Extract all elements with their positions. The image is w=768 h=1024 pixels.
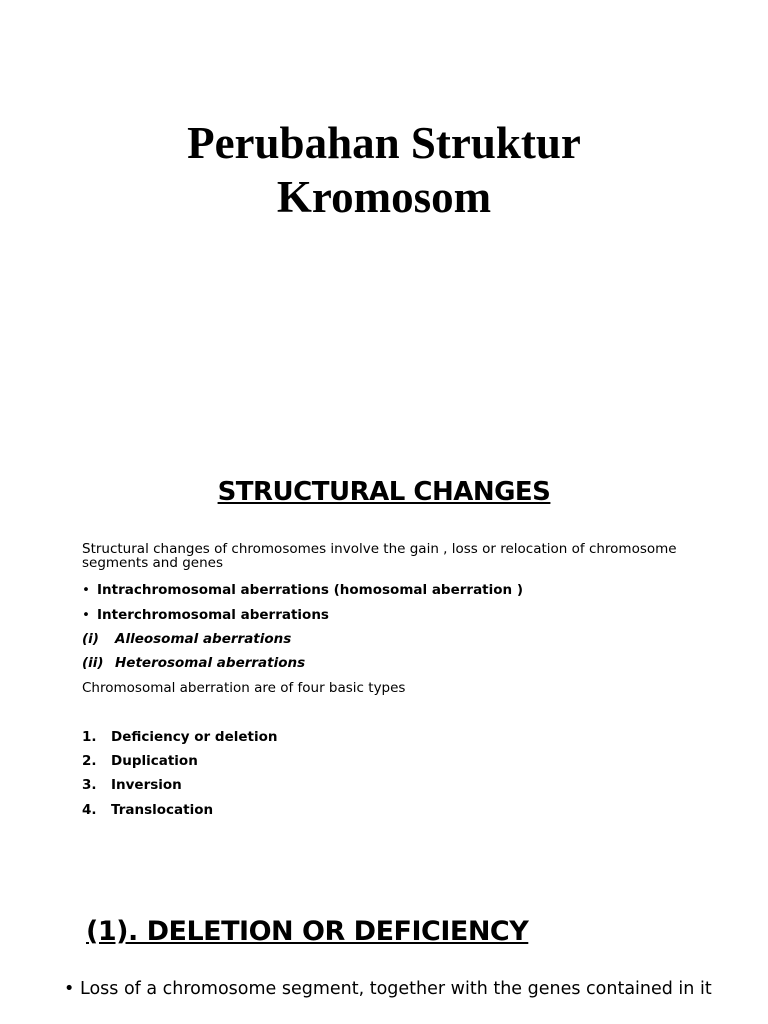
intro-text: Structural changes of chromosomes involve the gain , loss or relocation of chromosome segments and genes xyxy=(82,541,677,571)
type-number: 1. xyxy=(82,729,97,745)
type-text: Translocation xyxy=(111,802,214,818)
bullet-item xyxy=(64,978,714,1000)
slide-heading: (1). DELETION OR DEFICIENCY xyxy=(86,916,529,947)
sub-item-text: Heterosomal aberrations xyxy=(115,655,306,671)
sub-item-number: (ii) xyxy=(82,655,104,671)
page-title xyxy=(0,116,768,224)
bullet-text: Interchromosomal aberrations xyxy=(97,607,329,623)
type-text: Inversion xyxy=(111,777,182,793)
type-text: Deficiency or deletion xyxy=(111,729,278,745)
type-number: 3. xyxy=(82,777,97,793)
slide-heading: STRUCTURAL CHANGES xyxy=(217,477,551,507)
bullet-text: Loss of a chromosome segment, together with the genes contained in it xyxy=(80,979,712,999)
type-number: 2. xyxy=(82,753,97,769)
bullet-dot-icon: • xyxy=(64,979,75,999)
type-item xyxy=(82,753,198,769)
sub-item-text: Alleosomal aberrations xyxy=(115,631,292,647)
title-line-2: Kromosom xyxy=(276,172,492,222)
types-intro: Chromosomal aberration are of four basic types xyxy=(82,680,406,696)
sub-item-number: (i) xyxy=(82,631,99,647)
sub-item xyxy=(82,655,305,671)
bullet-dot-icon: • xyxy=(82,582,90,598)
type-item xyxy=(82,729,277,745)
title-slide xyxy=(0,0,768,430)
sub-item xyxy=(82,631,291,647)
bullet-dot-icon: • xyxy=(82,607,90,623)
bullet-text: Intrachromosomal aberrations (homosomal aberration ) xyxy=(97,582,524,598)
title-line-1: Perubahan Struktur xyxy=(187,118,581,168)
type-item xyxy=(82,777,182,793)
type-item xyxy=(82,802,213,818)
bullet-item xyxy=(82,607,329,623)
deletion-slide xyxy=(0,870,768,1024)
structural-changes-slide xyxy=(0,430,768,870)
type-number: 4. xyxy=(82,802,97,818)
type-text: Duplication xyxy=(111,753,198,769)
bullet-item xyxy=(82,582,523,598)
